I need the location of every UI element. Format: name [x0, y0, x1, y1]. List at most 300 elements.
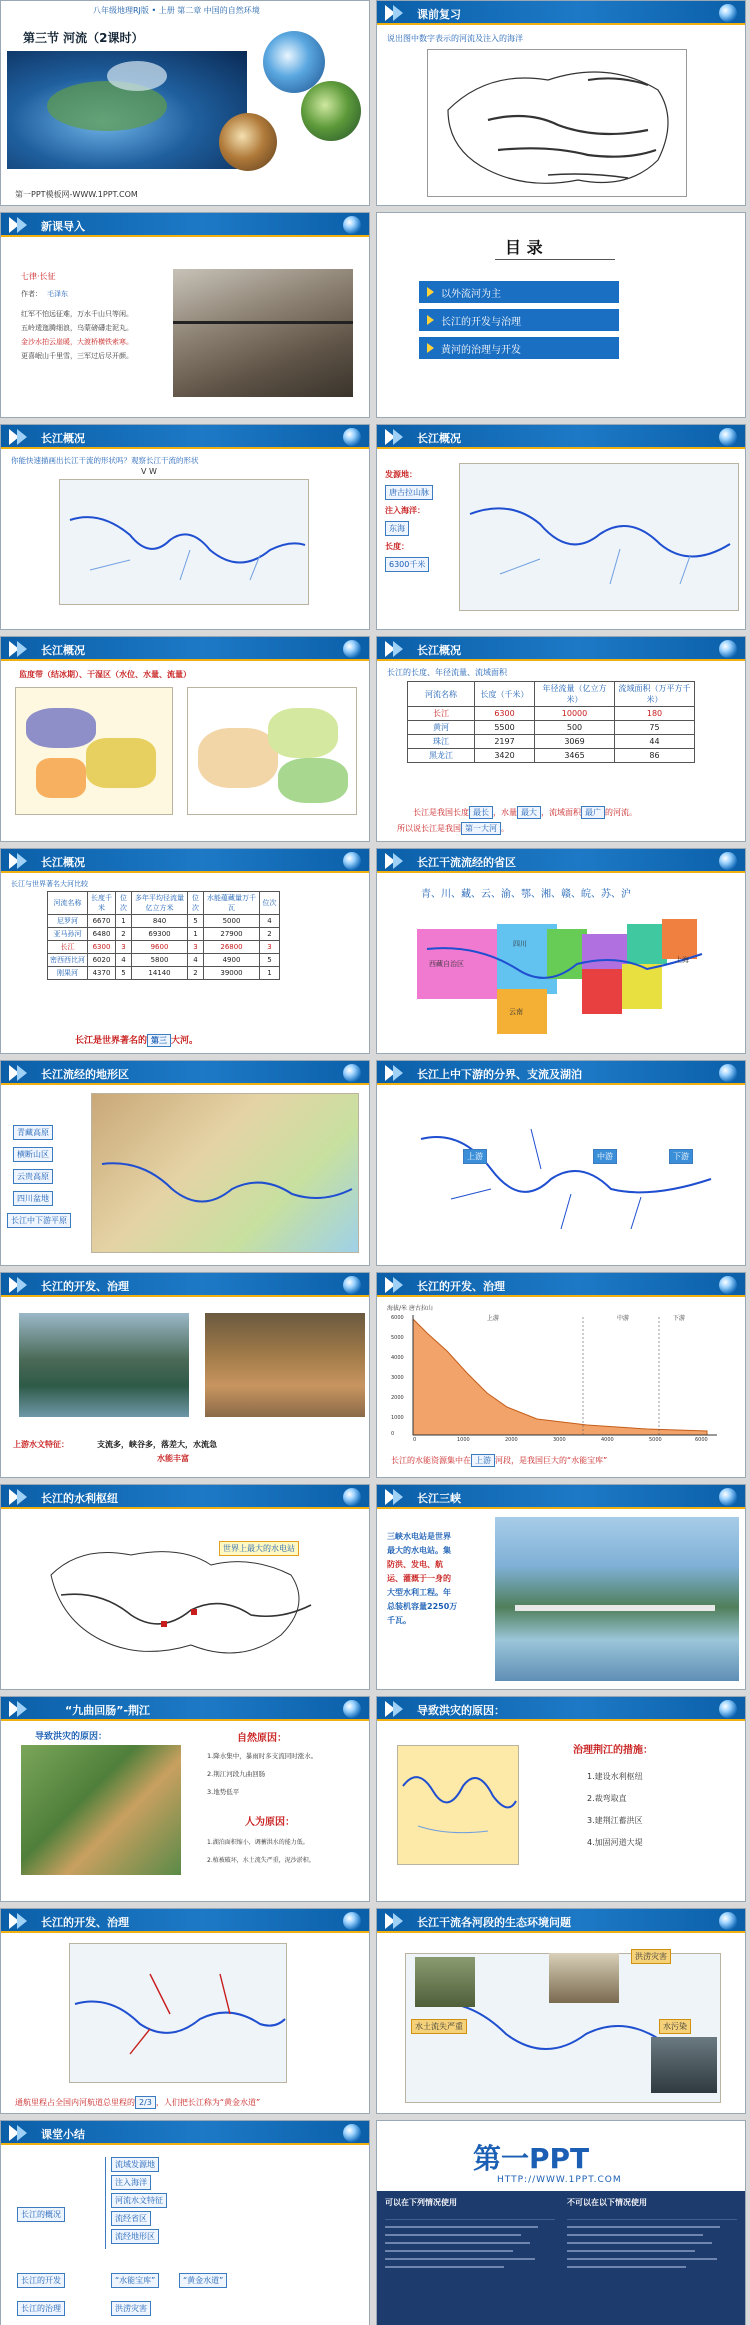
- table-cell: 840: [132, 915, 188, 928]
- answer-box: 上游: [471, 1454, 495, 1467]
- slide-header: [1, 1697, 369, 1721]
- slide-navigation: [0, 1908, 370, 2114]
- table-cell: 39000: [204, 967, 260, 980]
- slide-header: [1, 425, 369, 449]
- toc-item-label: 以外流河为主: [441, 289, 501, 300]
- segment-lower-label: 下游: [673, 1315, 686, 1322]
- poem-line-3: 金沙水拍云崖暖，大渡桥横铁索寒。: [21, 338, 133, 346]
- gorges-text-line-2: 最大的水电站。集: [387, 1546, 451, 1555]
- segment-lower: 下游: [669, 1149, 693, 1164]
- header-title: “九曲回肠”-荆江: [65, 1704, 151, 1717]
- slide-header: [1, 849, 369, 873]
- gorges-text-line-3: 防洪、发电、航: [387, 1560, 443, 1569]
- slide-ending: [376, 2120, 746, 2325]
- review-question: 说出图中数字表示的河流及注入的海洋: [387, 34, 523, 43]
- globe-icon: [719, 1488, 737, 1506]
- arrow-icon: [17, 1277, 27, 1293]
- slide-header: [1, 1485, 369, 1509]
- x-tick: 2000: [505, 1437, 518, 1443]
- gorges-text-line-4: 运、灌溉于一身的: [387, 1574, 451, 1583]
- y-tick: 5000: [391, 1335, 404, 1341]
- table-row: [408, 707, 695, 721]
- world-table-subtitle: 长江与世界著名大河比较: [11, 880, 88, 888]
- conclusion-text: 长江的水能资源集中在: [391, 1456, 471, 1465]
- table-cell: 4900: [204, 954, 260, 967]
- table-cell: 75: [615, 721, 695, 735]
- erosion-photo: [415, 1957, 475, 2007]
- table-cell: 珠江: [408, 735, 475, 749]
- provinces-river-svg: [417, 909, 707, 1039]
- table-cell: 3: [188, 941, 204, 954]
- x-tick: 0: [413, 1437, 417, 1443]
- table-header-cell: 水能蕴藏量万千瓦: [204, 892, 260, 915]
- table-cell: 2: [188, 967, 204, 980]
- outline-map-svg: [428, 50, 687, 197]
- landform-mid-lower-plain: 长江中下游平原: [7, 1213, 71, 1228]
- answer-box: 最大: [517, 806, 541, 819]
- globe-icon: [343, 640, 361, 658]
- slide-header: [1, 2121, 369, 2145]
- label-sichuan: 四川: [513, 940, 527, 948]
- table-cell: 9600: [132, 941, 188, 954]
- slide-provinces: [376, 848, 746, 1054]
- table-header-cell: 位次: [260, 892, 280, 915]
- table-header-cell: 位次: [116, 892, 132, 915]
- arrow-icon: [17, 2125, 27, 2141]
- table-cell: 6670: [88, 915, 116, 928]
- table-cell: 密西西比河: [48, 954, 88, 967]
- slide-header: [377, 1, 745, 25]
- answer-box: 第一大河: [461, 822, 501, 835]
- summary-overview-item: 流经地形区: [111, 2229, 159, 2244]
- y-tick: 2000: [391, 1395, 404, 1401]
- slide-summary: [0, 2120, 370, 2325]
- rapids-photo: [205, 1313, 365, 1417]
- landform-hengduan: 横断山区: [13, 1147, 53, 1162]
- answer-box: 2/3: [135, 2096, 156, 2109]
- table-header-cell: 河流名称: [408, 682, 475, 707]
- table-cell: 500: [535, 721, 615, 735]
- x-tick: 6000: [695, 1437, 708, 1443]
- slide-header: [377, 637, 745, 661]
- landform-yungui: 云贵高原: [13, 1169, 53, 1184]
- table-cell: 3: [260, 941, 280, 954]
- globe-icon: [719, 640, 737, 658]
- natural-cause-3: 3.地势低平: [207, 1788, 240, 1796]
- header-title: 长江概况: [41, 644, 85, 657]
- table-cell: 4: [260, 915, 280, 928]
- conclusion-text: ，人们把长江称为“黄金水道”: [155, 2098, 261, 2107]
- table-cell: 6300: [475, 707, 535, 721]
- slide-intro: [0, 212, 370, 418]
- table-cell: 6300: [88, 941, 116, 954]
- arrow-icon: [393, 1913, 403, 1929]
- table-cell: 44: [615, 735, 695, 749]
- natural-cause-2: 2.荆江河段九曲回肠: [207, 1770, 266, 1778]
- jingjiang-river-svg: [398, 1746, 519, 1865]
- slide-hydro-hubs: [0, 1484, 370, 1690]
- y-tick: 4000: [391, 1355, 404, 1361]
- slide-eco-problems: [376, 1908, 746, 2114]
- arrow-icon: [393, 5, 403, 21]
- conclusion-text: ，流域面积: [541, 808, 581, 817]
- summary-overview: 长江的概况: [17, 2207, 65, 2222]
- table-row: [48, 941, 280, 954]
- summary-governance: 长江的治理: [17, 2301, 65, 2316]
- pollution-photo: [651, 2037, 717, 2093]
- toc-item-label: 长江的开发与治理: [441, 317, 521, 328]
- slide-three-gorges: [376, 1484, 746, 1690]
- y-tick: 6000: [391, 1315, 404, 1321]
- slide-jingjiang: [0, 1696, 370, 1902]
- globe-photo-2: [301, 81, 361, 141]
- slide-profile: [376, 1272, 746, 1478]
- human-cause-label: 人为原因：: [245, 1817, 295, 1828]
- header-title: 长江三峡: [417, 1492, 461, 1505]
- table-cell: 5500: [475, 721, 535, 735]
- temperature-zone-map: [15, 687, 173, 815]
- toc-item-yellow-river[interactable]: [419, 337, 619, 359]
- slide-overview-shape: [0, 424, 370, 630]
- segment-middle-label: 中游: [617, 1315, 630, 1322]
- toc-item-label: 黄河的治理与开发: [441, 345, 521, 356]
- slide-header: [377, 1061, 745, 1085]
- provinces-list: 青、川、藏、云、渝、鄂、湘、赣、皖、苏、沪: [421, 889, 631, 900]
- table-cell: 黄河: [408, 721, 475, 735]
- table-cell: 刚果河: [48, 967, 88, 980]
- feature-label: 上游水文特征：: [13, 1440, 69, 1449]
- summary-gov-item: 洪涝灾害: [111, 2301, 151, 2316]
- globe-icon: [343, 1700, 361, 1718]
- table-cell: 尼罗河: [48, 915, 88, 928]
- meandering-river-photo: [21, 1745, 181, 1875]
- table-cell: 4: [116, 954, 132, 967]
- arrow-icon: [17, 1701, 27, 1717]
- globe-icon: [343, 1912, 361, 1930]
- table-cell: 5: [260, 954, 280, 967]
- answer-box: 最长: [469, 806, 493, 819]
- slide-overview-zones: [0, 636, 370, 842]
- arrow-icon: [393, 641, 403, 657]
- globe-icon: [719, 1912, 737, 1930]
- arrow-icon: [17, 217, 27, 233]
- arrow-icon: [393, 1065, 403, 1081]
- globe-icon: [343, 216, 361, 234]
- toc-title: 目 录: [505, 238, 543, 257]
- segments-river-svg: [411, 1099, 717, 1249]
- toc-item-external-rivers[interactable]: [419, 281, 619, 303]
- toc-item-yangtze-development[interactable]: [419, 309, 619, 331]
- table-row: [408, 721, 695, 735]
- globe-icon: [719, 852, 737, 870]
- table-cell: 5: [116, 967, 132, 980]
- summary-overview-item: 河流水文特征: [111, 2193, 167, 2208]
- gorges-text-line-5: 大型水利工程。年: [387, 1588, 451, 1597]
- arrow-icon: [17, 1913, 27, 1929]
- natural-cause-label: 自然原因：: [237, 1733, 287, 1744]
- arrow-icon: [17, 853, 27, 869]
- slide-overview-table: [376, 636, 746, 842]
- table-cell: 69300: [132, 928, 188, 941]
- table-cell: 3: [116, 941, 132, 954]
- shape-vw: V W: [141, 467, 157, 476]
- conclusion-text: 。: [501, 824, 509, 833]
- table-header-cell: 位次: [188, 892, 204, 915]
- table-row: [408, 735, 695, 749]
- table-header-cell: 长度（千米）: [475, 682, 535, 707]
- zones-desc: 监度带（结冰期）、干湿区（水位、水量、流量）: [19, 670, 191, 679]
- globe-icon: [719, 1276, 737, 1294]
- globe-photo-3: [219, 113, 277, 171]
- conclusion-text: 长江是我国长度: [413, 808, 469, 817]
- landform-qinghai-tibet: 青藏高原: [13, 1125, 53, 1140]
- slide-segments: [376, 1060, 746, 1266]
- brand-logo: 第一PPT: [473, 2142, 590, 2175]
- summary-dev-item: “水能宝库”: [111, 2273, 159, 2288]
- measure-1: 1.建设水利枢纽: [587, 1772, 643, 1781]
- poem-line-4: 更喜岷山千里雪，三军过后尽开颜。: [21, 352, 133, 360]
- table-cell: 5800: [132, 954, 188, 967]
- slide-header: [1, 213, 369, 237]
- header-title: 长江干流流经的省区: [417, 856, 516, 869]
- conclusion-text: 长江是世界著名的: [75, 1036, 148, 1046]
- header-title: 导致洪灾的原因：: [417, 1704, 505, 1717]
- provinces-map: [417, 909, 707, 1039]
- header-title: 课堂小结: [41, 2128, 85, 2141]
- navigation-river-svg: [70, 1944, 287, 2083]
- table-cell: 长江: [48, 941, 88, 954]
- slide-toc: [376, 212, 746, 418]
- answer-box: 最广: [581, 806, 605, 819]
- yangtze-basin-map: [59, 479, 309, 605]
- arrow-icon: [393, 1277, 403, 1293]
- slide-header: [377, 1273, 745, 1297]
- conclusion-text: ，水量: [493, 808, 517, 817]
- summary-development: 长江的开发: [17, 2273, 65, 2288]
- table-cell: 5: [188, 915, 204, 928]
- cover-footer: 第一PPT模板网-WWW.1PPT.COM: [15, 190, 138, 199]
- table-cell: 27900: [204, 928, 260, 941]
- globe-icon: [719, 1064, 737, 1082]
- summary-overview-item: 流经省区: [111, 2211, 151, 2226]
- globe-icon: [343, 428, 361, 446]
- cover-section-title: 第三节 河流（2课时）: [23, 31, 144, 45]
- table-cell: 4: [188, 954, 204, 967]
- globe-icon: [343, 1276, 361, 1294]
- toc-divider: [495, 259, 615, 260]
- three-gorges-dam-photo: [495, 1517, 739, 1681]
- table-cell: 亚马孙河: [48, 928, 88, 941]
- segments-map: [411, 1099, 717, 1249]
- arrow-icon: [393, 853, 403, 869]
- table-header-cell: 年径流量（亿立方米）: [535, 682, 615, 707]
- source-value: 唐古拉山脉: [385, 485, 433, 500]
- summary-dev-item: “黄金水道”: [179, 2273, 227, 2288]
- arrow-icon: [17, 1065, 27, 1081]
- segment-upper-label: 上游: [487, 1315, 500, 1322]
- header-title: 新课导入: [41, 220, 85, 233]
- terms-panel: [377, 2191, 746, 2325]
- mouth-label: 注入海洋：: [385, 506, 425, 515]
- terms-cannot-list: [567, 2219, 737, 2319]
- slide-header: [377, 849, 745, 873]
- flood-photo: [549, 1953, 619, 2003]
- arrow-icon: [17, 1489, 27, 1505]
- table-cell: 6020: [88, 954, 116, 967]
- terms-cannot-title: 不可以在以下情况使用: [567, 2198, 647, 2207]
- slide-flood-measures: [376, 1696, 746, 1902]
- table-cell: 2197: [475, 735, 535, 749]
- x-tick: 1000: [457, 1437, 470, 1443]
- measure-3: 3.建荆江蓄洪区: [587, 1816, 643, 1825]
- table-cell: 3420: [475, 749, 535, 763]
- slide-overview-source: [376, 424, 746, 630]
- table-cell: 6480: [88, 928, 116, 941]
- label-erosion: 水土流失严重: [411, 2019, 467, 2034]
- mouth-value: 东海: [385, 521, 409, 536]
- globe-icon: [343, 1064, 361, 1082]
- header-title: 长江干流各河段的生态环境问题: [417, 1916, 571, 1929]
- elevation-profile-chart: [387, 1311, 737, 1441]
- summary-overview-item: 注入海洋: [111, 2175, 151, 2190]
- header-title: 课前复习: [417, 8, 461, 21]
- label-yunnan: 云南: [509, 1008, 523, 1016]
- y-tick: 0: [391, 1431, 395, 1437]
- source-river-svg: [460, 464, 739, 611]
- human-cause-1: 1.湖泊面积缩小，调蓄洪水的能力低。: [207, 1839, 309, 1846]
- table-header-cell: 河流名称: [48, 892, 88, 915]
- table-cell: 26800: [204, 941, 260, 954]
- table-cell: 1: [188, 928, 204, 941]
- callout-largest-station: 世界上最大的水电站: [219, 1541, 299, 1556]
- table-cell: 1: [260, 967, 280, 980]
- length-label: 长度：: [385, 542, 409, 551]
- table-cell: 86: [615, 749, 695, 763]
- y-tick: 3000: [391, 1375, 404, 1381]
- shape-question: 你能快速描画出长江干流的形状吗？观察长江干流的形状: [11, 456, 199, 465]
- navigation-map: [69, 1943, 287, 2083]
- length-value: 6300千米: [385, 557, 429, 572]
- x-tick: 3000: [553, 1437, 566, 1443]
- gorges-text-line-1: 三峡水电站是世界: [387, 1532, 451, 1541]
- table-header-cell: 流域面积（万平方千米）: [615, 682, 695, 707]
- gorges-text-line-7: 千瓦。: [387, 1616, 411, 1625]
- table-header-cell: 长度千米: [88, 892, 116, 915]
- slide-header: [1, 1061, 369, 1085]
- feature-text: 支流多，峡谷多，落差大，水流急: [97, 1440, 217, 1449]
- globe-icon: [343, 1488, 361, 1506]
- yangtze-river-svg: [60, 480, 309, 605]
- slide-header: [1, 1909, 369, 1933]
- segment-middle: 中游: [593, 1149, 617, 1164]
- table-conclusion-1: [413, 807, 637, 818]
- measure-4: 4.加固河道大堤: [587, 1838, 643, 1847]
- table-cell: 3069: [535, 735, 615, 749]
- table-cell: 5000: [204, 915, 260, 928]
- jingjiang-map: [397, 1745, 519, 1865]
- globe-icon: [719, 4, 737, 22]
- poem-line-1: 红军不怕远征难，万水千山只等闲。: [21, 310, 133, 318]
- slide-cover: [0, 0, 370, 206]
- table-row: [48, 915, 280, 928]
- conclusion-text: 所以说长江是我国: [397, 824, 461, 833]
- poem-title: 七律·长征: [21, 272, 56, 281]
- conclusion-text: 河段，是我国巨大的“水能宝库”: [495, 1456, 608, 1465]
- header-title: 长江的开发、治理: [41, 1916, 129, 1929]
- dry-wet-zone-map: [187, 687, 357, 815]
- table-cell: 4370: [88, 967, 116, 980]
- world-rivers-table: [47, 891, 280, 980]
- table-conclusion-2: [397, 823, 509, 834]
- y-tick: 1000: [391, 1415, 404, 1421]
- header-title: 长江的开发、治理: [41, 1280, 129, 1293]
- human-cause-2: 2.植被破坏，水土流失严重，泥沙淤积。: [207, 1857, 315, 1864]
- slide-header: [377, 1485, 745, 1509]
- header-title: 长江流经的地形区: [41, 1068, 129, 1081]
- table-cell: 2: [260, 928, 280, 941]
- brand-url: HTTP://WWW.1PPT.COM: [497, 2175, 622, 2185]
- terms-can-list: [385, 2219, 555, 2319]
- header-title: 长江的水利枢纽: [41, 1492, 118, 1505]
- terms-can-title: 可以在下列情况使用: [385, 2198, 457, 2207]
- header-title: 长江概况: [41, 432, 85, 445]
- table-cell: 黑龙江: [408, 749, 475, 763]
- author-label: 作者：: [21, 290, 42, 298]
- label-shanghai: 上海: [675, 956, 689, 964]
- table-row: [48, 928, 280, 941]
- table-row: [408, 749, 695, 763]
- profile-chart-title: 海拔/米 唐古拉山: [387, 1305, 433, 1312]
- flood-cause-label: 导致洪灾的原因：: [35, 1732, 108, 1742]
- slide-world-rivers: [0, 848, 370, 1054]
- arrow-icon: [393, 1701, 403, 1717]
- header-title: 长江的开发、治理: [417, 1280, 505, 1293]
- header-title: 长江概况: [417, 644, 461, 657]
- slide-header: [1, 1273, 369, 1297]
- slide-header: [1, 637, 369, 661]
- arrow-icon: [17, 429, 27, 445]
- table-cell: 14140: [132, 967, 188, 980]
- slide-header: [377, 1909, 745, 1933]
- slide-upper-hydrology: [0, 1272, 370, 1478]
- header-title: 长江概况: [41, 856, 85, 869]
- globe-icon: [343, 852, 361, 870]
- gorges-text-line-6: 总装机容量2250万: [387, 1602, 458, 1611]
- gorge-photo: [19, 1313, 189, 1417]
- terrain-river-svg: [92, 1094, 359, 1253]
- yangtze-source-map: [459, 463, 739, 611]
- source-label: 发源地：: [385, 470, 417, 479]
- navigation-conclusion: [15, 2097, 260, 2108]
- table-subtitle: 长江的长度、年径流量、流域面积: [387, 668, 507, 677]
- conclusion-text: 通航里程占全国内河航道总里程的: [15, 2098, 135, 2107]
- poem-line-2: 五岭逶迤腾细浪，乌蒙磅礴走泥丸。: [21, 324, 133, 332]
- cover-top-caption: 八年级地理RJ版 • 上册 第二章 中国的自然环境: [93, 6, 260, 15]
- slide-landforms: [0, 1060, 370, 1266]
- table-cell: 长江: [408, 707, 475, 721]
- arrow-icon: [17, 641, 27, 657]
- table-row: [48, 967, 280, 980]
- x-tick: 5000: [649, 1437, 662, 1443]
- globe-icon: [719, 428, 737, 446]
- table-cell: 3465: [535, 749, 615, 763]
- terrain-map: [91, 1093, 359, 1253]
- label-pollution: 水污染: [659, 2019, 691, 2034]
- earth-image: [7, 51, 247, 169]
- landform-sichuan-basin: 四川盆地: [13, 1191, 53, 1206]
- table-cell: 2: [116, 928, 132, 941]
- measure-2: 2.裁弯取直: [587, 1794, 627, 1803]
